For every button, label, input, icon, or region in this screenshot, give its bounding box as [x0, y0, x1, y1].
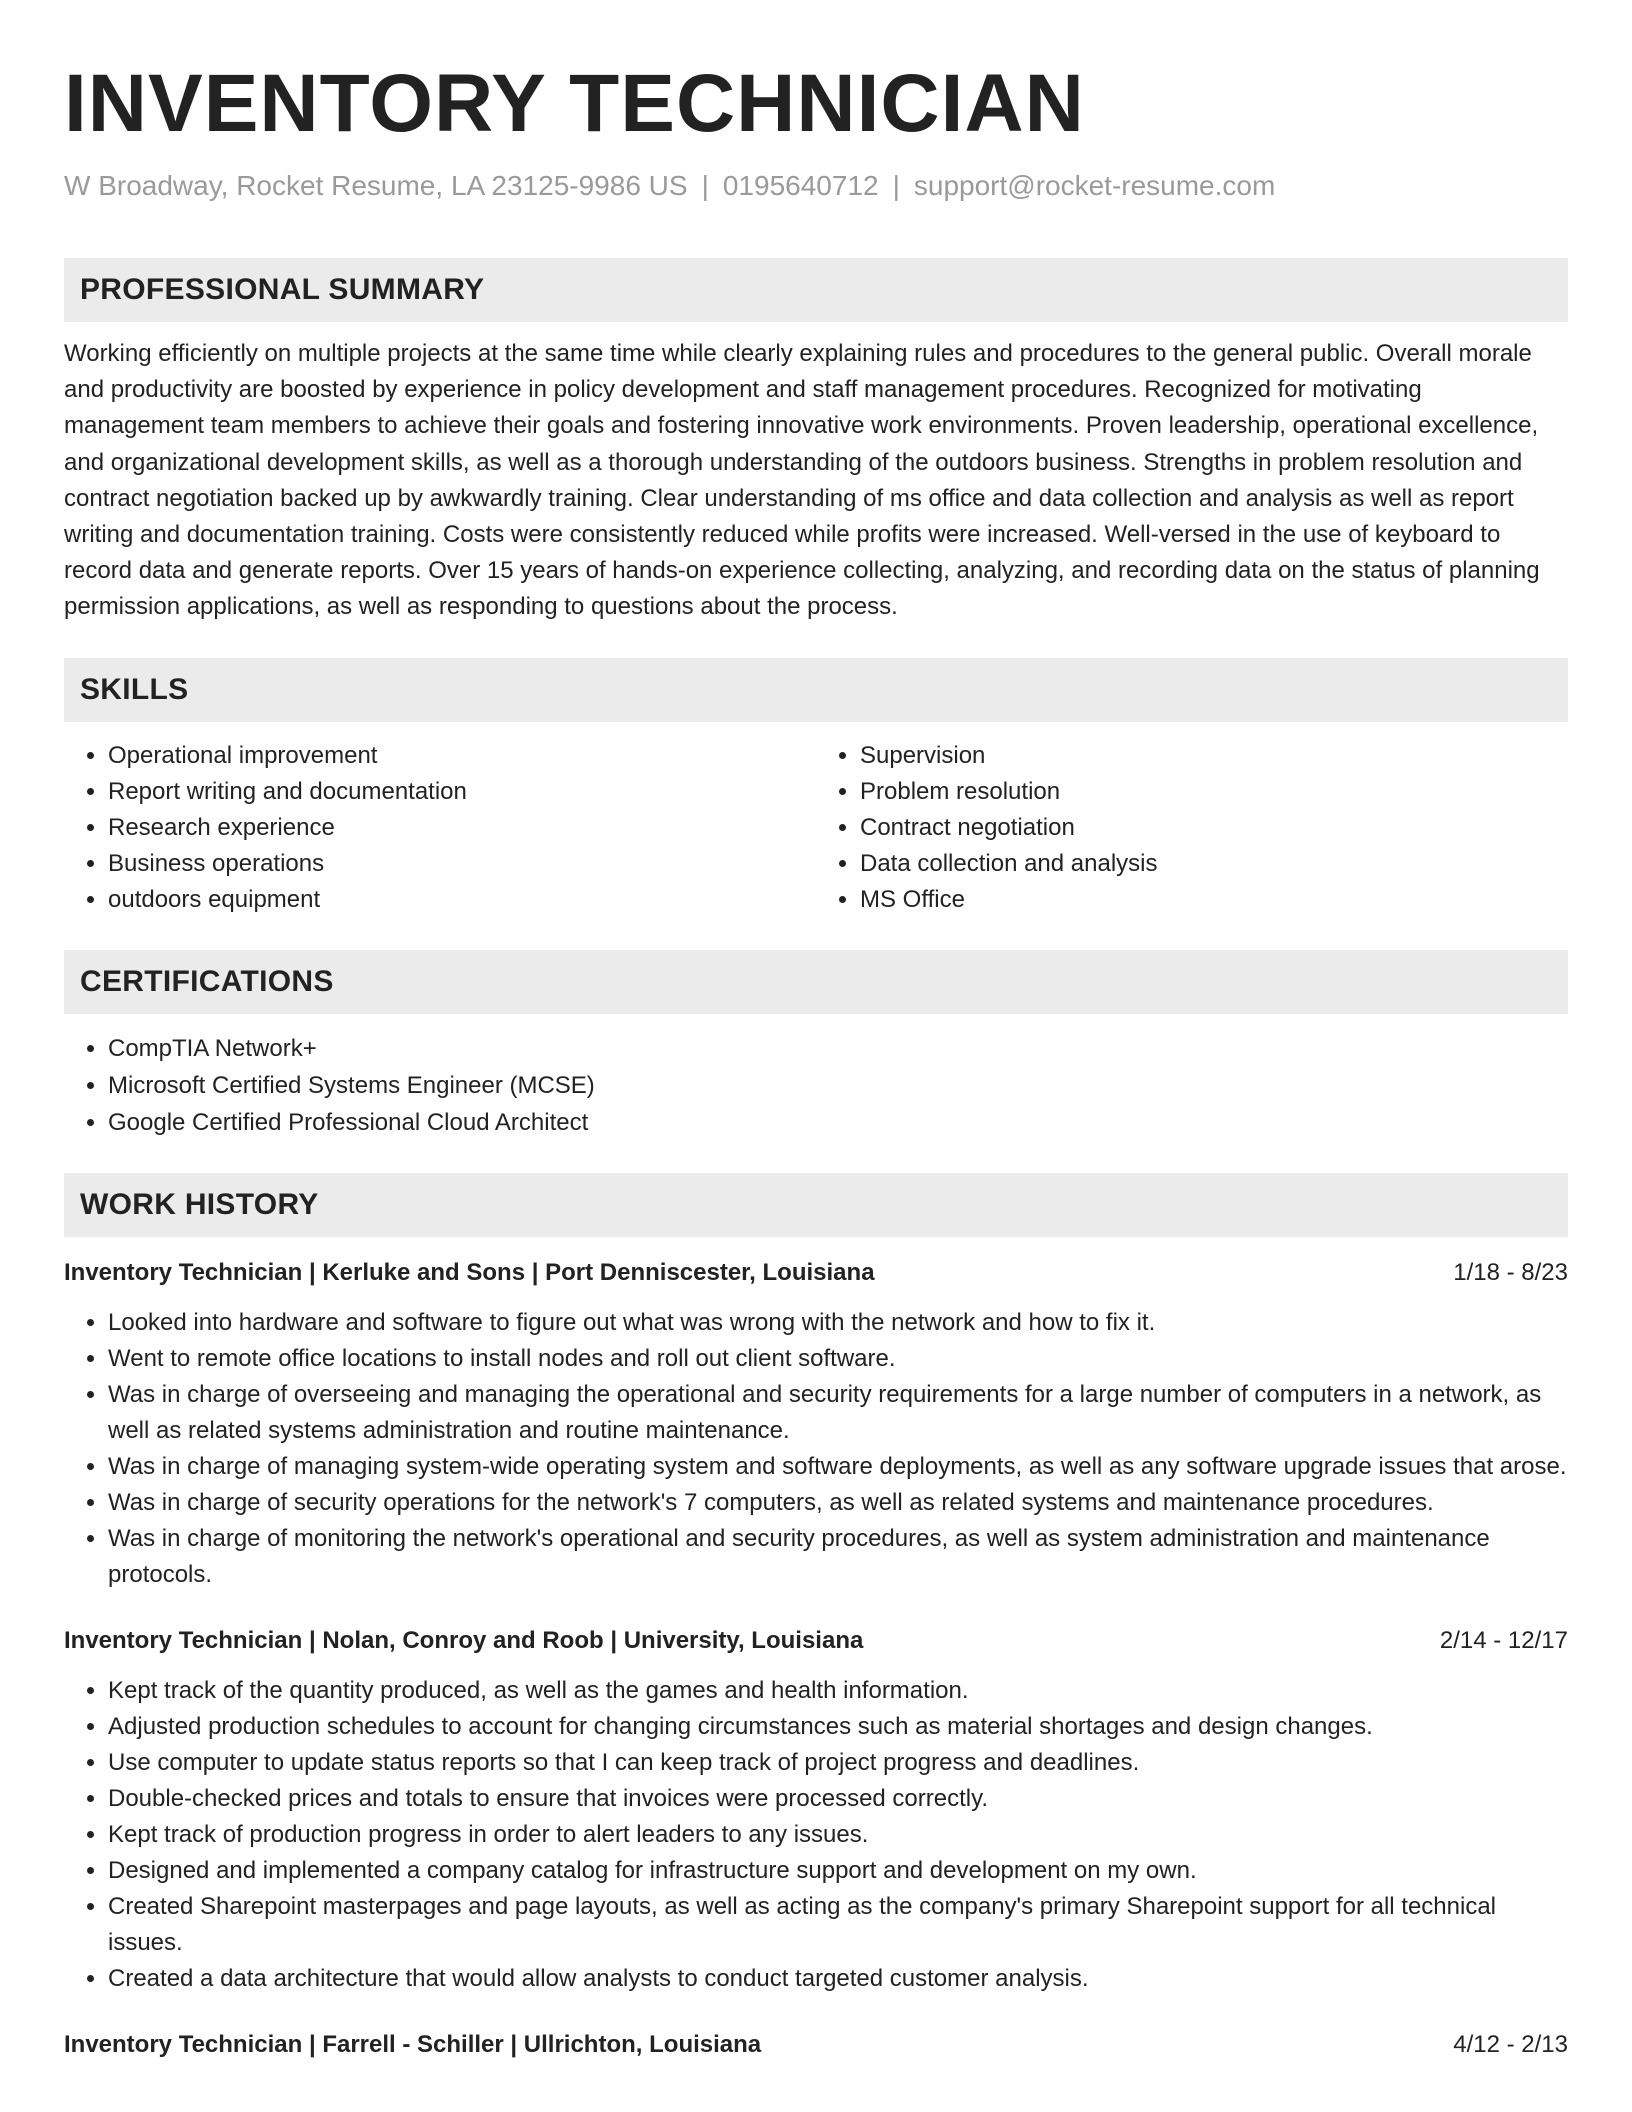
job-entry: [64, 1255, 1568, 1593]
candidate-name: INVENTORY TECHNICIAN: [64, 58, 1085, 149]
certification-item: • Microsoft Certified Systems Engineer (MCSE): [108, 1067, 1568, 1104]
skill-item: • Contract negotiation: [860, 810, 1568, 846]
skills-column-right: [816, 738, 1568, 918]
skills-column-left: [64, 738, 816, 918]
duty-item: • Was in charge of managing system-wide operating system and software deployments, as well as any software upgrade issues that arose.: [108, 1449, 1568, 1485]
skill-item: • Report writing and documentation: [108, 774, 816, 810]
duty-item: • Kept track of the quantity produced, as well as the games and health information.: [108, 1673, 1568, 1709]
job-dates: 2/14 - 12/17: [1439, 1626, 1568, 1654]
job-header: [64, 1255, 1568, 1291]
certification-item: • Google Certified Professional Cloud Architect: [108, 1104, 1568, 1141]
duty-item: • Created Sharepoint masterpages and page layouts, as well as acting as the company's primary Sharepoint support for all technical issues.: [108, 1889, 1568, 1961]
skill-item: • Data collection and analysis: [860, 846, 1568, 882]
job-header: [64, 2027, 1568, 2063]
certification-item: • CompTIA Network+: [108, 1030, 1568, 1067]
section-heading-certifications: CERTIFICATIONS: [64, 950, 1568, 1014]
duty-item: • Use computer to update status reports so that I can keep track of project progress and deadlines.: [108, 1745, 1568, 1781]
skills-list: [64, 738, 1568, 918]
duty-item: • Was in charge of overseeing and managing the operational and security requirements for a large number of computers in a network, as well as related systems administration and routine maintenance.: [108, 1377, 1568, 1449]
section-heading-work-history: WORK HISTORY: [64, 1173, 1568, 1237]
certifications-list: [64, 1030, 1568, 1141]
job-title: Inventory Technician | Farrell - Schiller | Ullrichton, Louisiana: [64, 2030, 762, 2058]
contact-separator: |: [892, 170, 900, 201]
job-duties: [64, 1305, 1568, 1593]
contact-phone: 0195640712: [722, 170, 879, 201]
skill-item: • Operational improvement: [108, 738, 816, 774]
contact-separator: |: [701, 170, 709, 201]
job-entry: [64, 2027, 1568, 2063]
skill-item: • Problem resolution: [860, 774, 1568, 810]
contact-address: W Broadway, Rocket Resume, LA 23125-9986 US: [64, 170, 688, 201]
job-dates: 4/12 - 2/13: [1453, 2030, 1568, 2058]
duty-item: • Looked into hardware and software to figure out what was wrong with the network and how to fix it.: [108, 1305, 1568, 1341]
job-dates: 1/18 - 8/23: [1453, 1258, 1568, 1286]
duty-item: • Kept track of production progress in order to alert leaders to any issues.: [108, 1817, 1568, 1853]
duty-item: • Double-checked prices and totals to ensure that invoices were processed correctly.: [108, 1781, 1568, 1817]
skill-item: • Supervision: [860, 738, 1568, 774]
job-duties: [64, 1673, 1568, 1997]
skill-item: • outdoors equipment: [108, 882, 816, 918]
duty-item: • Was in charge of monitoring the network's operational and security procedures, as well as system administration and maintenance protocols.: [108, 1521, 1568, 1593]
skill-item: • MS Office: [860, 882, 1568, 918]
job-title: Inventory Technician | Nolan, Conroy and Roob | University, Louisiana: [64, 1626, 864, 1654]
duty-item: • Adjusted production schedules to account for changing circumstances such as material shortages and design changes.: [108, 1709, 1568, 1745]
skill-item: • Business operations: [108, 846, 816, 882]
duty-item: • Was in charge of security operations for the network's 7 computers, as well as related systems and maintenance procedures.: [108, 1485, 1568, 1521]
job-header: [64, 1623, 1568, 1659]
contact-line: [64, 166, 1568, 206]
duty-item: • Went to remote office locations to install nodes and roll out client software.: [108, 1341, 1568, 1377]
duty-item: • Created a data architecture that would allow analysts to conduct targeted customer analysis.: [108, 1961, 1568, 1997]
section-heading-summary: PROFESSIONAL SUMMARY: [64, 258, 1568, 322]
skill-item: • Research experience: [108, 810, 816, 846]
section-heading-skills: SKILLS: [64, 658, 1568, 722]
duty-item: • Designed and implemented a company catalog for infrastructure support and development on my own.: [108, 1853, 1568, 1889]
job-entry: [64, 1623, 1568, 1997]
contact-email: support@rocket-resume.com: [913, 170, 1276, 201]
job-title: Inventory Technician | Kerluke and Sons | Port Denniscester, Louisiana: [64, 1258, 875, 1286]
summary-text: Working efficiently on multiple projects at the same time while clearly explaining rules and procedures to the general public. Overall morale and productivity are boosted by experience in policy development and staff management procedures. Recognized for motivating management team members to achieve their goals and fostering innovative work environments. Proven leadership, operational excellence, and organizational development skills, as well as a thorough understanding of the outdoors business. Strengths in problem resolution and contract negotiation backed up by awkwardly training. Clear understanding of ms office and data collection and analysis as well as report writing and documentation training. Costs were consistently reduced while profits were increased. Well-versed in the use of keyboard to record data and generate reports. Over 15 years of hands-on experience collecting, analyzing, and recording data on the status of planning permission applications, as well as responding to questions about the process.: [64, 340, 1540, 621]
